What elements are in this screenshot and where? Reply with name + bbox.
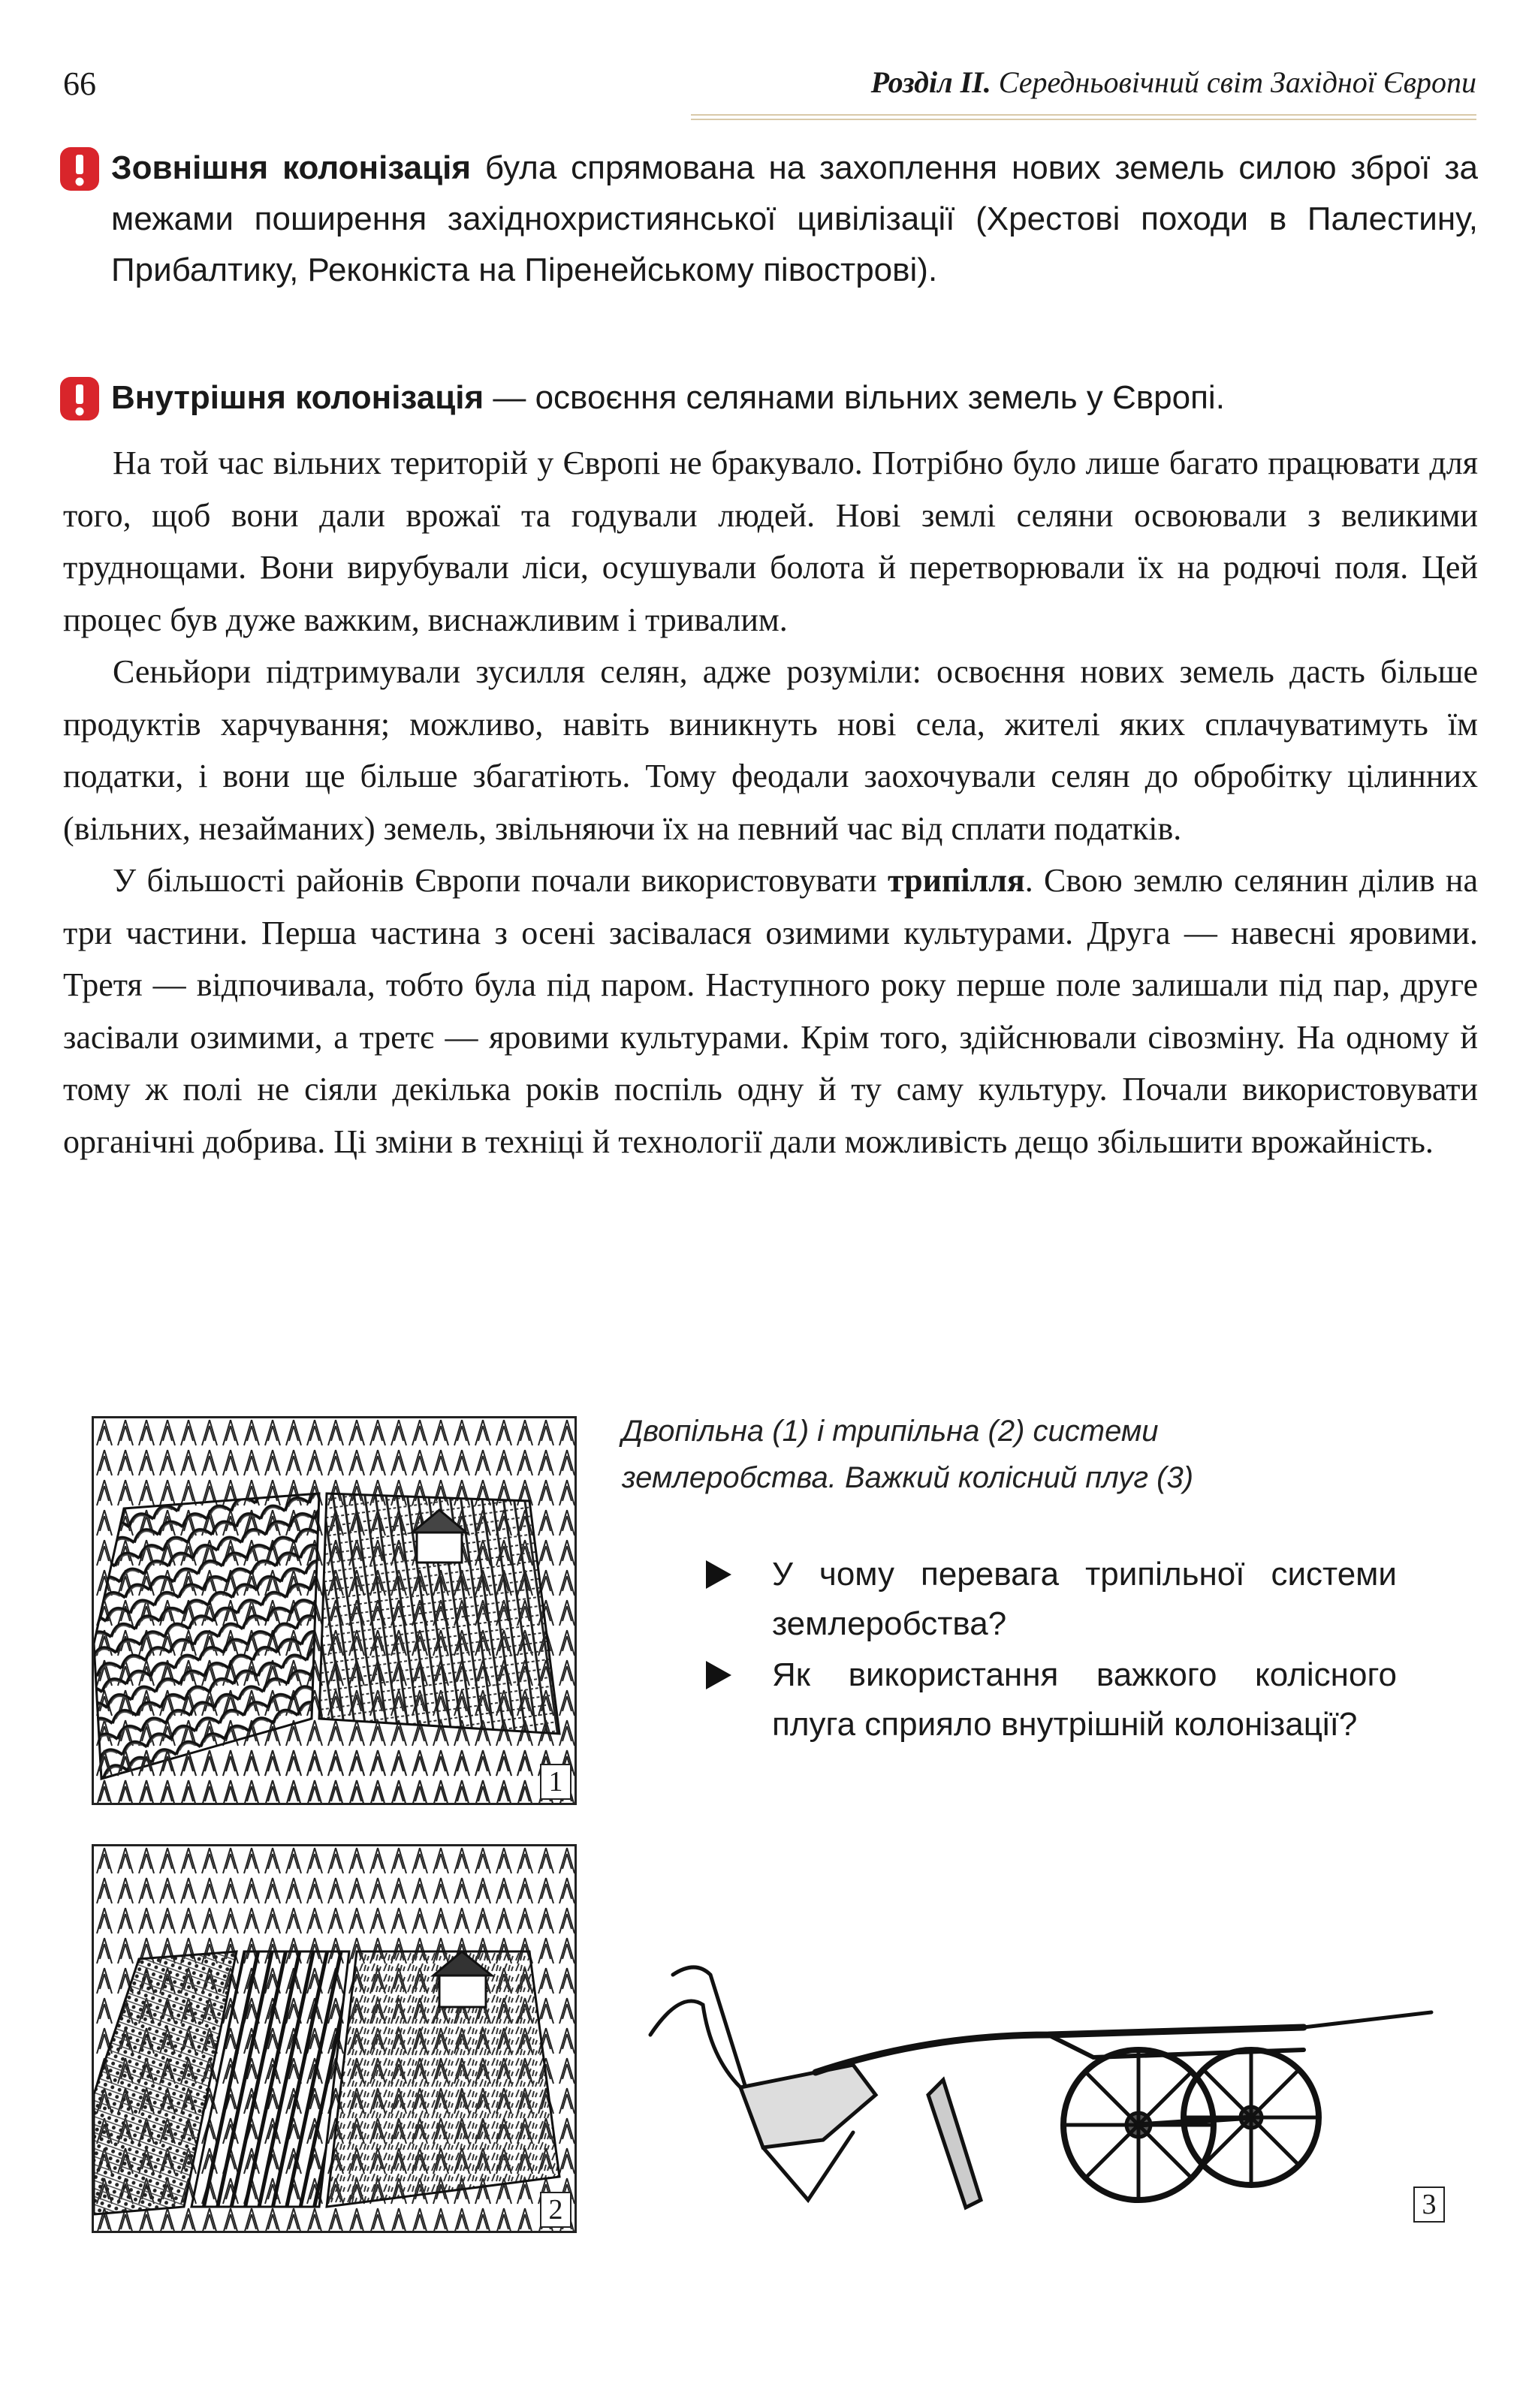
question-item: Як використання важкого колісного плуга сприяло внутрішній колонізації?	[706, 1650, 1397, 1749]
callout-term: Внутрішня колонізація	[111, 379, 484, 416]
figure-two-field-system	[92, 1416, 577, 1805]
figure-label-3: 3	[1413, 2186, 1445, 2223]
caption-line-1: Двопільна (1) і трипільна (2) системи	[622, 1415, 1159, 1448]
paragraph-2: Сеньйори підтримували зусилля селян, адже розуміли: освоєння нових земель дасть більше продуктів харчування; можливо, навіть виникнуть нові села, жителі яких сплачуватимуть їм податки, і вони ще більше збагатіють. Тому феодали заохочували селян до обробітку цілинних (вільних, незайманих) земель, звільняючи їх на певний час від сплати податків.	[63, 653, 1478, 847]
caption-line-2: землеробства. Важкий колісний плуг (3)	[622, 1461, 1194, 1494]
three-field-illustration	[94, 1846, 574, 2231]
exclamation-icon	[59, 146, 101, 192]
callout-external-colonization	[111, 143, 1478, 296]
page-number: 66	[63, 65, 96, 102]
callout-text: — освоєння селянами вільних земель у Європі.	[484, 379, 1225, 416]
callout-text: була спрямована на захоплення нових земель силою зброї за межами поширення західнохристиянської цивілізації (Хрестові походи в Палестину, Прибалтику, Реконкіста на Піренейському півострові).	[111, 149, 1478, 288]
section-label: Розділ II.	[870, 65, 991, 99]
figure-label-1: 1	[540, 1764, 571, 1800]
section-title: Середньовічний світ Західної Європи	[998, 65, 1476, 99]
paragraph-1: На той час вільних територій у Європі не бракувало. Потрібно було лише багато працювати для того, щоб вони дали врожаї та годували людей. Нові землі селяни освоювали з великими труднощами. Вони вирубували ліси, осушували болота й перетворювали їх на родючі поля. Цей процес був дуже важким, виснажливим і тривалим.	[63, 445, 1478, 638]
exclamation-icon	[59, 375, 101, 422]
figure-heavy-plough	[628, 1945, 1454, 2230]
running-head	[871, 65, 1476, 100]
triangle-bullet-icon	[706, 1560, 731, 1589]
body-text	[63, 437, 1478, 1168]
question-item: У чому перевага трипільної системи землеробства?	[706, 1550, 1397, 1649]
header-rule	[691, 114, 1476, 120]
questions-list	[706, 1550, 1397, 1751]
figure-label-2: 2	[540, 2192, 571, 2228]
two-field-illustration	[94, 1418, 574, 1803]
figure-caption	[622, 1408, 1283, 1501]
plough-illustration	[628, 1945, 1454, 2230]
triangle-bullet-icon	[706, 1661, 731, 1689]
callout-term: Зовнішня колонізація	[111, 149, 472, 186]
figure-three-field-system	[92, 1844, 577, 2233]
paragraph-3: У більшості районів Європи почали використовувати трипілля. Свою землю селянин ділив на три частини. Перша частина з осені засівалася озимими культурами. Друга — навесні яровими. Третя — відпочивала, тобто була під паром. Наступного року перше поле залишали під пар, друге засівали озимими, а третє — яровими культурами. Крім того, здійснювали сівозміну. На одному й тому ж полі не сіяли декілька років поспіль одну й ту саму культуру. Почали використовувати органічні добрива. Ці зміни в техніці й технології дали можливість дещо збільшити врожайність.	[63, 862, 1478, 1160]
callout-internal-colonization	[111, 372, 1478, 423]
term-tripillia: трипілля	[887, 862, 1025, 899]
